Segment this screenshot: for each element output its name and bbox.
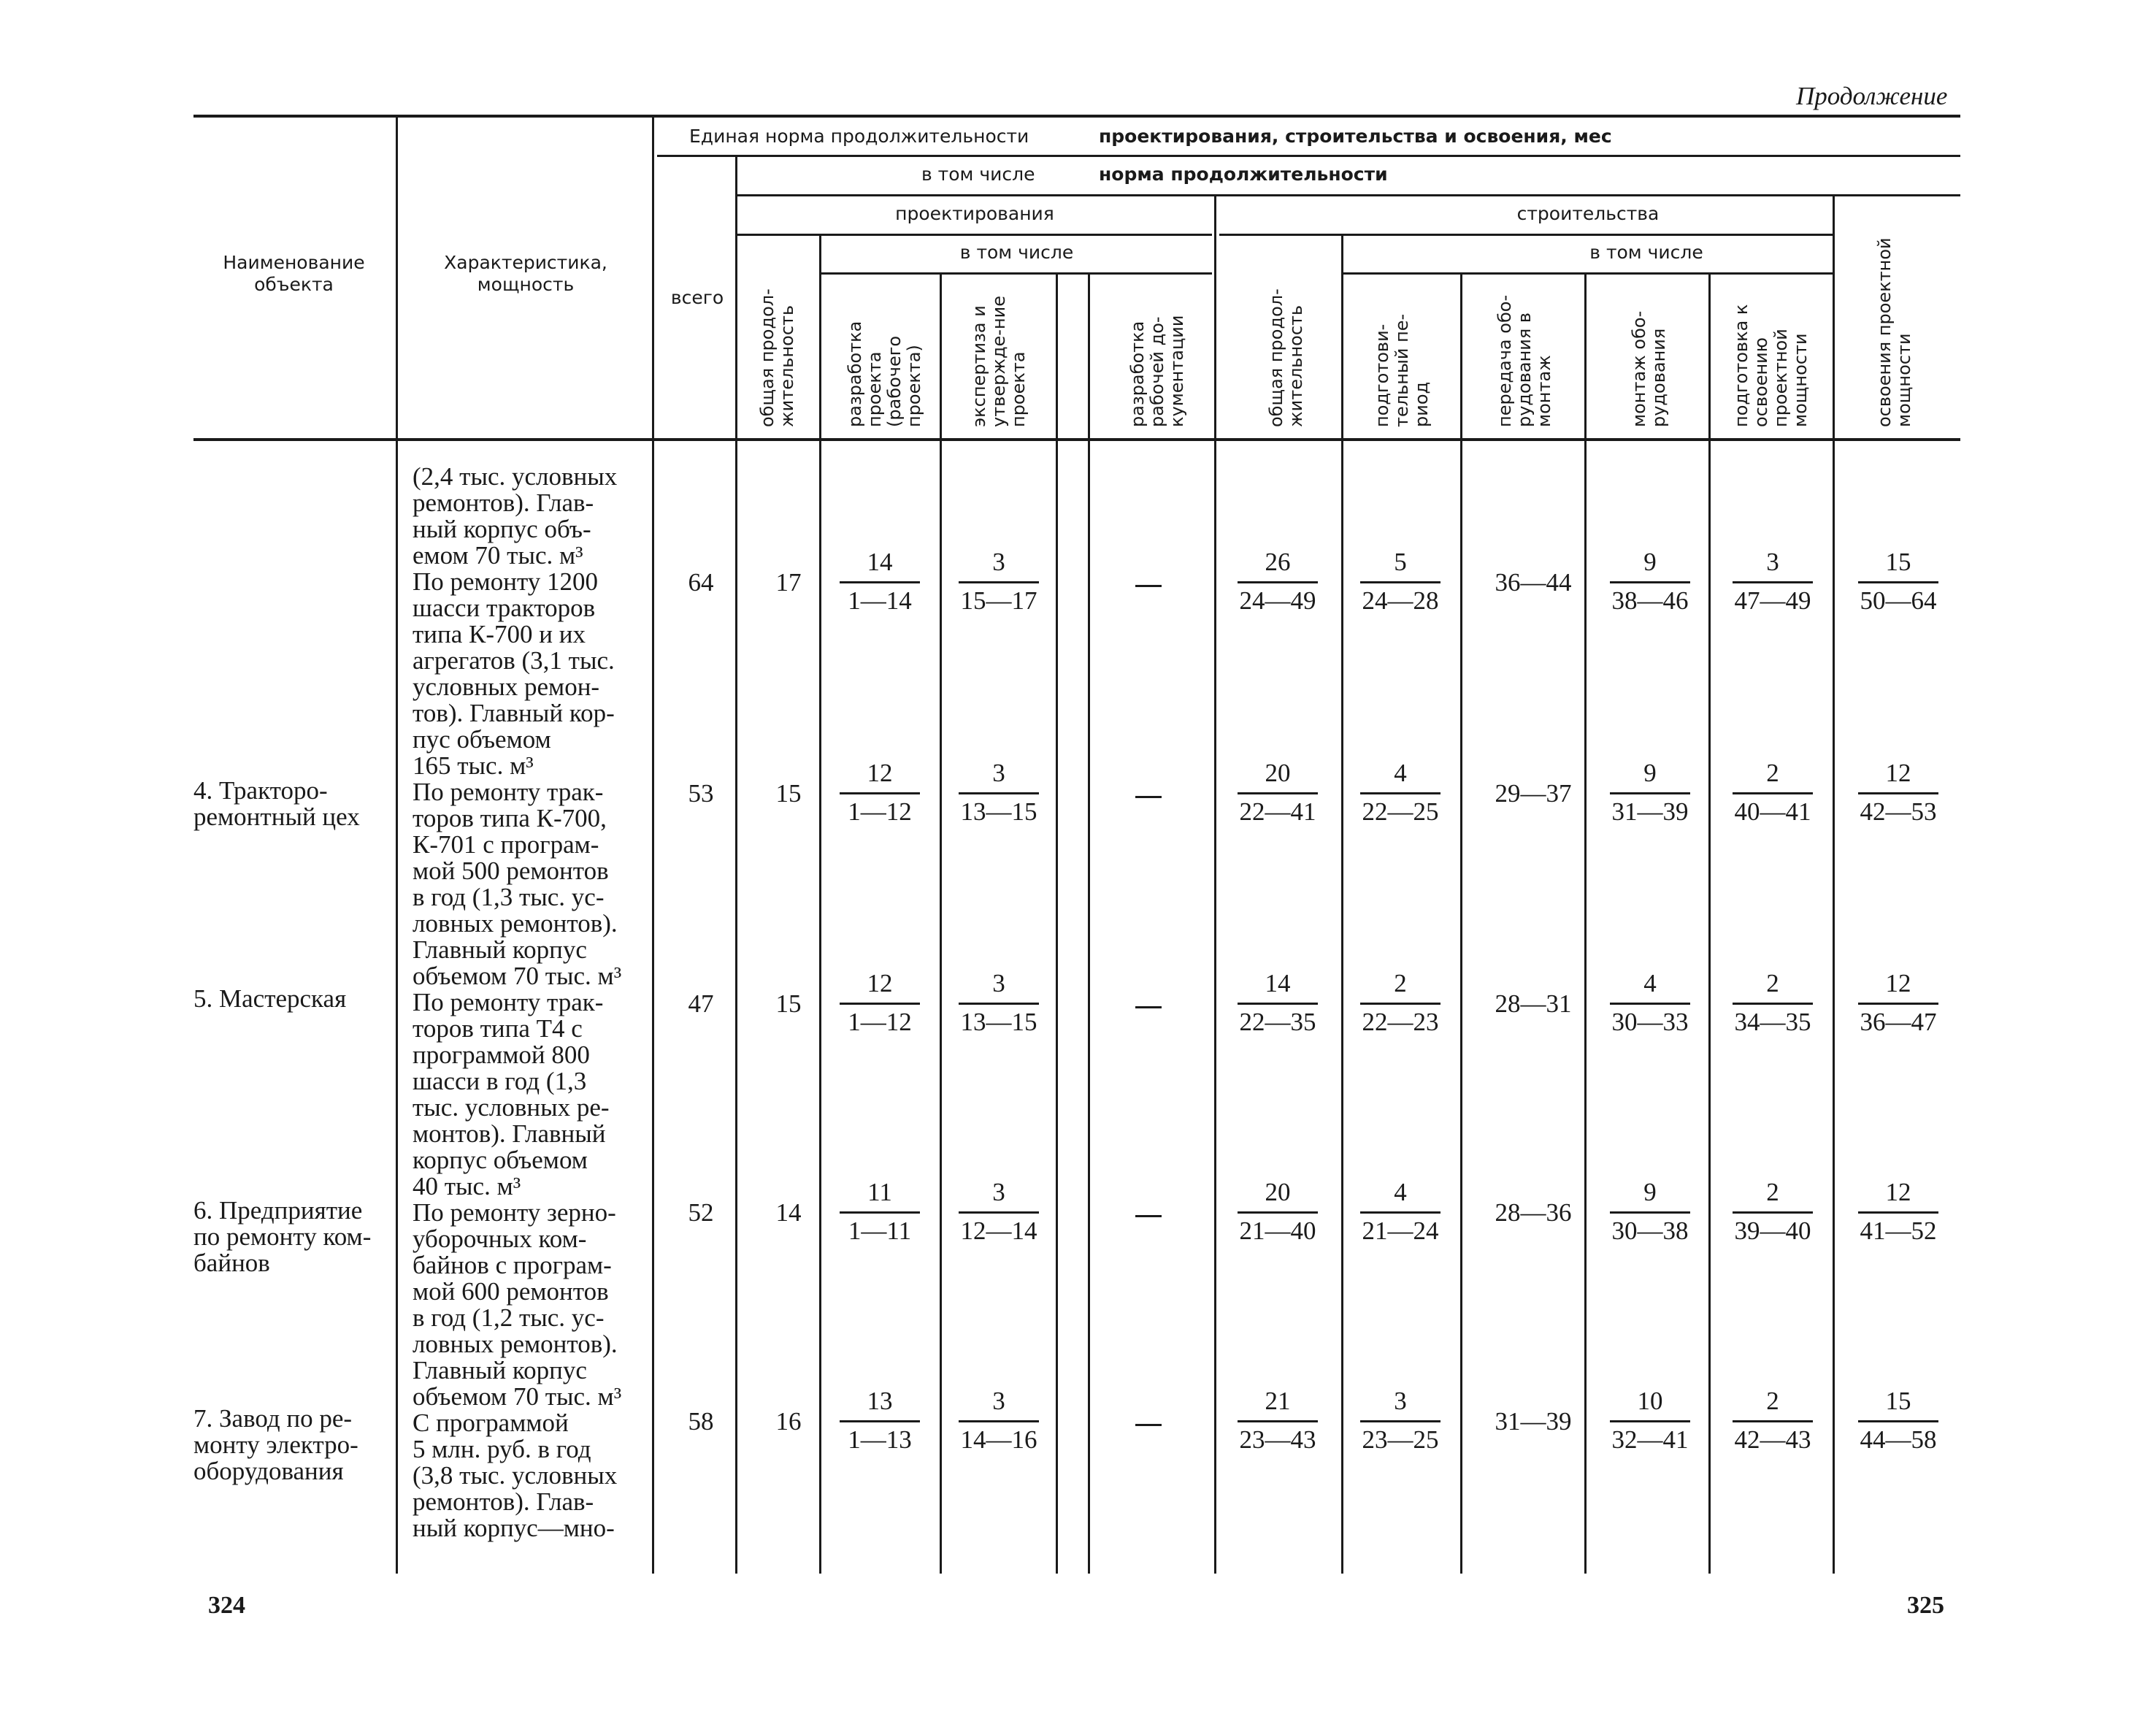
cell-design-dev bbox=[836, 968, 924, 1038]
fraction-denominator: 21—24 bbox=[1362, 1217, 1439, 1245]
cell-total: 53 bbox=[688, 779, 714, 808]
fraction-numerator: 3 bbox=[959, 968, 1039, 1005]
fraction-denominator: 30—38 bbox=[1611, 1217, 1689, 1245]
characteristics-line: торов типа К-700, bbox=[413, 804, 607, 832]
characteristics-line: тов). Главный кор- bbox=[413, 699, 615, 727]
row-object-name: 7. Завод по ремонту электрооборудования bbox=[193, 1404, 358, 1485]
header-rule-constr-incl bbox=[1343, 272, 1833, 275]
characteristics-line: программой 800 bbox=[413, 1041, 590, 1069]
cell-capacity bbox=[1854, 546, 1942, 617]
characteristics-line: в год (1,2 тыс. ус- bbox=[413, 1303, 605, 1332]
characteristics-line: ловных ремонтов). bbox=[413, 1330, 618, 1358]
cell-constr-ready bbox=[1729, 968, 1817, 1038]
header-construction-including: в том числе bbox=[1589, 242, 1703, 263]
fraction-denominator: 1—13 bbox=[848, 1425, 912, 1454]
fraction-denominator: 22—41 bbox=[1239, 797, 1316, 826]
cell-constr-install bbox=[1606, 968, 1694, 1038]
continuation-label: Продолжение bbox=[1796, 82, 1948, 110]
fraction-numerator: 2 bbox=[1733, 968, 1813, 1005]
fraction-numerator: 2 bbox=[1733, 1385, 1813, 1422]
cell-design-exam bbox=[955, 546, 1043, 617]
fraction-numerator: 12 bbox=[1858, 968, 1938, 1005]
cell-constr-total bbox=[1234, 546, 1321, 617]
header-characteristics: Характеристика, мощность bbox=[444, 252, 607, 295]
page-number-right: 325 bbox=[1907, 1592, 1944, 1619]
characteristics-line: По ремонту зерно- bbox=[413, 1198, 616, 1227]
fraction-denominator: 22—23 bbox=[1362, 1008, 1439, 1036]
header-top-title-left: Единая норма продолжительности bbox=[689, 126, 1029, 147]
cell-design-total: 16 bbox=[775, 1407, 802, 1436]
cell-constr-prep bbox=[1357, 546, 1444, 617]
cell-constr-transfer: 28—36 bbox=[1495, 1198, 1572, 1227]
cell-capacity bbox=[1854, 968, 1942, 1038]
fraction-numerator: 3 bbox=[959, 546, 1039, 583]
cell-constr-ready bbox=[1729, 757, 1817, 828]
fraction-denominator: 24—49 bbox=[1239, 586, 1316, 615]
cell-constr-total bbox=[1234, 968, 1321, 1038]
cell-constr-install bbox=[1606, 1385, 1694, 1456]
header-total: всего bbox=[670, 287, 724, 308]
fraction-numerator: 3 bbox=[959, 1385, 1039, 1422]
characteristics-line: объемом 70 тыс. м³ bbox=[413, 1382, 622, 1411]
header-design-total: общая продол-жительность bbox=[757, 288, 797, 427]
cell-constr-transfer: 36—44 bbox=[1495, 568, 1572, 597]
fraction-denominator: 21—40 bbox=[1239, 1217, 1316, 1245]
characteristics-line: агрегатов (3,1 тыс. bbox=[413, 646, 615, 675]
characteristics-line: типа К-700 и их bbox=[413, 620, 586, 648]
cell-design-total: 14 bbox=[775, 1198, 802, 1227]
cell-empty-dash bbox=[1135, 1006, 1162, 1008]
fraction-numerator: 21 bbox=[1238, 1385, 1318, 1422]
cell-constr-transfer: 29—37 bbox=[1495, 779, 1572, 808]
header-constr-total: общая продол-жительность bbox=[1266, 288, 1306, 427]
vline-design-dev bbox=[940, 274, 942, 1574]
cell-constr-transfer: 28—31 bbox=[1495, 989, 1572, 1018]
header-design-dev: разработка проекта (рабочего проекта) bbox=[845, 321, 924, 427]
header-capacity: освоения проектной мощности bbox=[1874, 237, 1914, 427]
fraction-denominator: 30—33 bbox=[1611, 1008, 1689, 1036]
fraction-numerator: 14 bbox=[1238, 968, 1318, 1005]
fraction-numerator: 12 bbox=[1858, 1176, 1938, 1214]
fraction-numerator: 12 bbox=[840, 968, 920, 1005]
cell-constr-prep bbox=[1357, 757, 1444, 828]
fraction-numerator: 5 bbox=[1360, 546, 1440, 583]
fraction-numerator: 15 bbox=[1858, 1385, 1938, 1422]
cell-capacity bbox=[1854, 1176, 1942, 1247]
fraction-numerator: 4 bbox=[1360, 757, 1440, 794]
fraction-denominator: 12—14 bbox=[960, 1217, 1037, 1245]
vline-name bbox=[396, 117, 398, 1574]
header-rule-constr bbox=[1219, 234, 1833, 236]
fraction-denominator: 36—47 bbox=[1860, 1008, 1937, 1036]
fraction-numerator: 20 bbox=[1238, 757, 1318, 794]
fraction-denominator: 32—41 bbox=[1611, 1425, 1689, 1454]
cell-capacity bbox=[1854, 757, 1942, 828]
fraction-numerator: 12 bbox=[1858, 757, 1938, 794]
cell-constr-prep bbox=[1357, 1385, 1444, 1456]
fraction-denominator: 22—35 bbox=[1239, 1008, 1316, 1036]
characteristics-line: (3,8 тыс. условных bbox=[413, 1461, 618, 1490]
cell-total: 47 bbox=[688, 989, 714, 1018]
characteristics-line: К-701 с програм- bbox=[413, 830, 599, 859]
cell-capacity bbox=[1854, 1385, 1942, 1456]
cell-constr-total bbox=[1234, 1176, 1321, 1247]
header-constr-prep: подготови-тельный пе-риод bbox=[1372, 313, 1432, 427]
fraction-denominator: 23—43 bbox=[1239, 1425, 1316, 1454]
fraction-numerator: 15 bbox=[1858, 546, 1938, 583]
cell-constr-prep bbox=[1357, 1176, 1444, 1247]
cell-constr-ready bbox=[1729, 1385, 1817, 1456]
vline-design-total bbox=[819, 235, 821, 1574]
cell-design-total: 17 bbox=[775, 568, 802, 597]
characteristics-line: ловных ремонтов). bbox=[413, 909, 618, 938]
vline-constr-install bbox=[1708, 274, 1711, 1574]
fraction-denominator: 24—28 bbox=[1362, 586, 1439, 615]
header-constr-ready: подготовка к освоению проектной мощности bbox=[1731, 304, 1811, 427]
cell-design-dev bbox=[836, 757, 924, 828]
fraction-numerator: 9 bbox=[1610, 757, 1690, 794]
characteristics-line: ремонтов). Глав- bbox=[413, 489, 594, 517]
characteristics-line: байнов с програм- bbox=[413, 1251, 612, 1279]
fraction-numerator: 4 bbox=[1360, 1176, 1440, 1214]
fraction-denominator: 39—40 bbox=[1734, 1217, 1811, 1245]
header-construction: строительства bbox=[1516, 203, 1660, 224]
characteristics-line: Главный корпус bbox=[413, 935, 587, 964]
vline-constr-end bbox=[1833, 196, 1835, 1574]
header-design-including: в том числе bbox=[959, 242, 1074, 263]
cell-total: 58 bbox=[688, 1407, 714, 1436]
cell-total: 52 bbox=[688, 1198, 714, 1227]
vline-constr-total bbox=[1341, 235, 1343, 1574]
characteristics-line: (2,4 тыс. условных bbox=[413, 462, 618, 491]
fraction-numerator: 2 bbox=[1733, 1176, 1813, 1214]
header-constr-install: монтаж обо-рудования bbox=[1629, 310, 1669, 427]
header-constr-transfer: передача обо-рудования в монтаж bbox=[1495, 294, 1554, 427]
characteristics-line: мой 600 ремонтов bbox=[413, 1277, 609, 1306]
cell-empty-dash bbox=[1135, 1215, 1162, 1217]
vline-total bbox=[735, 156, 737, 1574]
cell-empty-dash bbox=[1135, 796, 1162, 798]
fraction-denominator: 34—35 bbox=[1734, 1008, 1811, 1036]
characteristics-line: уборочных ком- bbox=[413, 1225, 587, 1253]
table-top-rule bbox=[193, 115, 1960, 118]
vline-constr-transfer bbox=[1584, 274, 1587, 1574]
fraction-denominator: 1—12 bbox=[848, 797, 912, 826]
header-including-left: в том числе bbox=[921, 164, 1035, 185]
fraction-denominator: 38—46 bbox=[1611, 586, 1689, 615]
header-rule-1 bbox=[657, 155, 1960, 157]
cell-constr-install bbox=[1606, 1176, 1694, 1247]
fraction-denominator: 14—16 bbox=[960, 1425, 1037, 1454]
vline-design-end bbox=[1214, 196, 1216, 1574]
characteristics-line: объемом 70 тыс. м³ bbox=[413, 962, 622, 990]
fraction-numerator: 3 bbox=[1360, 1385, 1440, 1422]
cell-constr-transfer: 31—39 bbox=[1495, 1407, 1572, 1436]
cell-design-exam bbox=[955, 1385, 1043, 1456]
characteristics-line: Главный корпус bbox=[413, 1356, 587, 1384]
characteristics-line: ремонтов). Глав- bbox=[413, 1487, 594, 1516]
characteristics-line: С программой bbox=[413, 1409, 569, 1437]
fraction-numerator: 3 bbox=[1733, 546, 1813, 583]
cell-design-dev bbox=[836, 546, 924, 617]
characteristics-line: По ремонту 1200 bbox=[413, 567, 599, 596]
cell-empty-dash bbox=[1135, 585, 1162, 587]
vline-constr-prep bbox=[1460, 274, 1462, 1574]
fraction-denominator: 40—41 bbox=[1734, 797, 1811, 826]
characteristics-line: корпус объемом bbox=[413, 1146, 588, 1174]
cell-design-exam bbox=[955, 1176, 1043, 1247]
fraction-denominator: 42—43 bbox=[1734, 1425, 1811, 1454]
cell-constr-total bbox=[1234, 757, 1321, 828]
characteristics-line: в год (1,3 тыс. ус- bbox=[413, 883, 605, 911]
characteristics-line: ный корпус объ- bbox=[413, 515, 591, 543]
characteristics-line: шасси в год (1,3 bbox=[413, 1067, 587, 1095]
fraction-numerator: 4 bbox=[1610, 968, 1690, 1005]
characteristics-line: 165 тыс. м³ bbox=[413, 751, 534, 780]
page-number-left: 324 bbox=[208, 1592, 245, 1619]
header-design-work-docs: разработка рабочей до-кументации bbox=[1127, 315, 1187, 427]
cell-constr-total bbox=[1234, 1385, 1321, 1456]
fraction-denominator: 50—64 bbox=[1860, 586, 1937, 615]
characteristics-line: условных ремон- bbox=[413, 673, 600, 701]
fraction-numerator: 14 bbox=[840, 546, 920, 583]
fraction-denominator: 1—12 bbox=[848, 1008, 912, 1036]
cell-constr-ready bbox=[1729, 1176, 1817, 1247]
fraction-denominator: 42—53 bbox=[1860, 797, 1937, 826]
cell-design-total: 15 bbox=[775, 779, 802, 808]
fraction-denominator: 47—49 bbox=[1734, 586, 1811, 615]
header-design-exam: экспертиза и утвержде-ние проекта bbox=[969, 295, 1029, 427]
vline-char bbox=[652, 117, 654, 1574]
fraction-denominator: 44—58 bbox=[1860, 1425, 1937, 1454]
characteristics-text bbox=[413, 464, 642, 1541]
fraction-denominator: 41—52 bbox=[1860, 1217, 1937, 1245]
characteristics-line: По ремонту трак- bbox=[413, 988, 604, 1016]
fraction-denominator: 15—17 bbox=[960, 586, 1037, 615]
fraction-numerator: 26 bbox=[1238, 546, 1318, 583]
cell-empty-dash bbox=[1135, 1424, 1162, 1426]
characteristics-line: мой 500 ремонтов bbox=[413, 857, 609, 885]
fraction-denominator: 1—11 bbox=[848, 1217, 912, 1245]
fraction-numerator: 3 bbox=[959, 1176, 1039, 1214]
row-object-name: 5. Мастерская bbox=[193, 984, 347, 1013]
cell-constr-prep bbox=[1357, 968, 1444, 1038]
header-rule-design bbox=[737, 234, 1212, 236]
characteristics-line: емом 70 тыс. м³ bbox=[413, 541, 583, 570]
characteristics-line: 5 млн. руб. в год bbox=[413, 1435, 591, 1463]
header-including-right: норма продолжительности bbox=[1099, 164, 1388, 185]
characteristics-line: 40 тыс. м³ bbox=[413, 1172, 521, 1200]
fraction-numerator: 2 bbox=[1733, 757, 1813, 794]
vline-design-exam-b bbox=[1088, 274, 1090, 1574]
characteristics-line: пус объемом bbox=[413, 725, 551, 754]
cell-design-exam bbox=[955, 757, 1043, 828]
header-top-title-right: проектирования, строительства и освоения, мес bbox=[1099, 126, 1612, 147]
fraction-denominator: 31—39 bbox=[1611, 797, 1689, 826]
fraction-numerator: 3 bbox=[959, 757, 1039, 794]
fraction-numerator: 20 bbox=[1238, 1176, 1318, 1214]
cell-design-exam bbox=[955, 968, 1043, 1038]
fraction-numerator: 2 bbox=[1360, 968, 1440, 1005]
cell-design-total: 15 bbox=[775, 989, 802, 1018]
fraction-denominator: 13—15 bbox=[960, 797, 1037, 826]
fraction-denominator: 23—25 bbox=[1362, 1425, 1439, 1454]
fraction-numerator: 10 bbox=[1610, 1385, 1690, 1422]
fraction-denominator: 13—15 bbox=[960, 1008, 1037, 1036]
header-object-name: Наименование объекта bbox=[223, 252, 365, 295]
cell-constr-install bbox=[1606, 757, 1694, 828]
characteristics-line: ный корпус—мно- bbox=[413, 1514, 615, 1542]
fraction-denominator: 22—25 bbox=[1362, 797, 1439, 826]
fraction-numerator: 9 bbox=[1610, 546, 1690, 583]
fraction-numerator: 11 bbox=[840, 1176, 920, 1214]
cell-constr-ready bbox=[1729, 546, 1817, 617]
cell-total: 64 bbox=[688, 568, 714, 597]
characteristics-line: шасси тракторов bbox=[413, 594, 596, 622]
cell-constr-install bbox=[1606, 546, 1694, 617]
cell-design-dev bbox=[836, 1176, 924, 1247]
row-object-name: 6. Предприятие по ремонту комбайнов bbox=[193, 1196, 372, 1277]
fraction-numerator: 9 bbox=[1610, 1176, 1690, 1214]
characteristics-line: тыс. условных ре- bbox=[413, 1093, 610, 1122]
characteristics-line: монтов). Главный bbox=[413, 1119, 606, 1148]
characteristics-line: По ремонту трак- bbox=[413, 778, 604, 806]
fraction-numerator: 13 bbox=[840, 1385, 920, 1422]
fraction-numerator: 12 bbox=[840, 757, 920, 794]
fraction-denominator: 1—14 bbox=[848, 586, 912, 615]
header-rule-2 bbox=[737, 194, 1960, 196]
header-bottom-rule bbox=[193, 438, 1960, 441]
characteristics-line: торов типа Т4 с bbox=[413, 1014, 583, 1043]
row-object-name: 4. Трактороремонтный цех bbox=[193, 776, 360, 831]
header-design: проектирования bbox=[895, 203, 1054, 224]
vline-design-exam bbox=[1056, 274, 1058, 1574]
cell-design-dev bbox=[836, 1385, 924, 1456]
